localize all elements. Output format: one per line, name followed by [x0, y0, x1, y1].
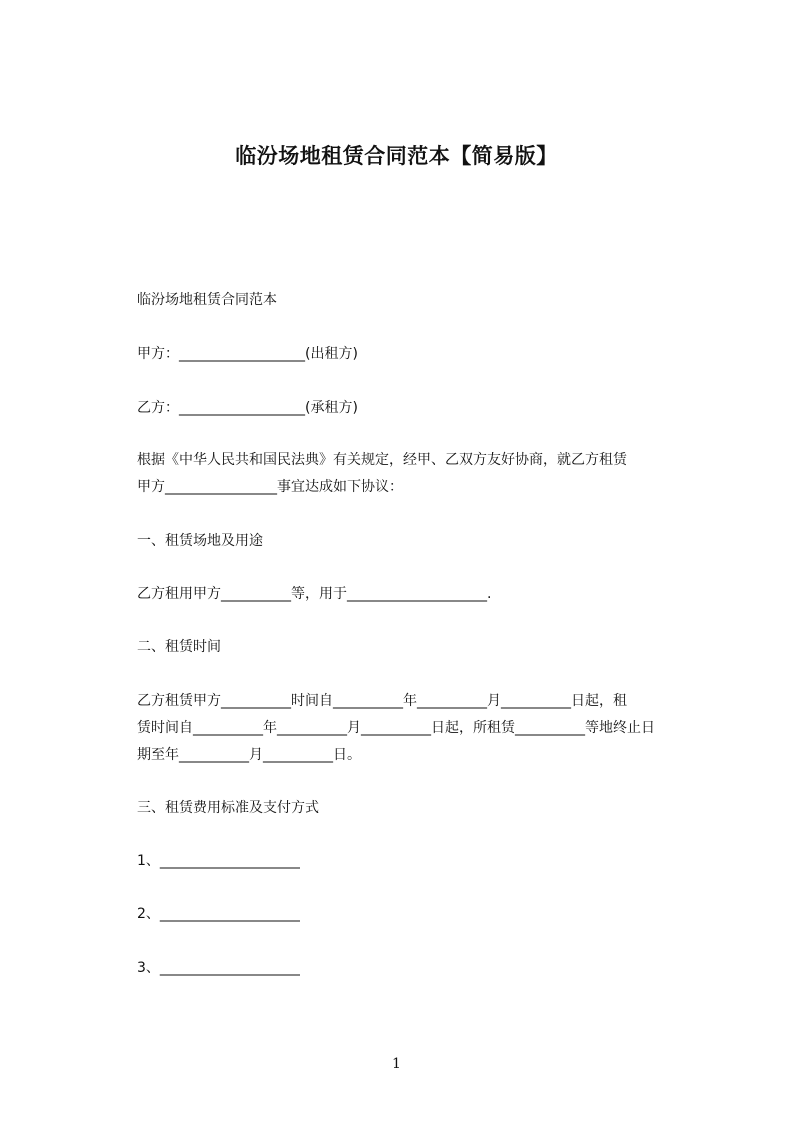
list-item: 1、____________________ [137, 853, 300, 869]
section-1-text: 乙方租用甲方__________等，用于____________________. [137, 586, 492, 602]
list-item: 3、____________________ [137, 960, 300, 976]
section-3-heading: 三、租赁费用标准及支付方式 [137, 800, 319, 816]
section-2-paragraph [137, 688, 705, 769]
document-title: 临汾场地租赁合同范本【简易版】 [235, 144, 558, 168]
list-item: 2、____________________ [137, 906, 300, 922]
party-a-line: 甲方：__________________(出租方) [137, 346, 358, 362]
section-2-line-2: 赁时间自__________年__________月__________日起，所租赁__________等地终止日 [137, 720, 655, 736]
page-number: 1 [392, 1056, 401, 1072]
intro-line-1: 根据《中华人民共和国民法典》有关规定，经甲、乙双方友好协商，就乙方租赁 [137, 452, 627, 468]
intro-line-2: 甲方________________事宜达成如下协议： [137, 479, 403, 495]
contract-subtitle: 临汾场地租赁合同范本 [137, 292, 277, 308]
section-2-line-1: 乙方租赁甲方__________时间自__________年__________月__________日起，租 [137, 693, 627, 709]
section-1-heading: 一、租赁场地及用途 [137, 533, 263, 549]
section-2-heading: 二、租赁时间 [137, 639, 221, 655]
intro-paragraph [137, 447, 705, 501]
section-2-line-3: 期至年__________月__________日。 [137, 747, 361, 763]
party-b-line: 乙方：__________________(承租方) [137, 400, 358, 416]
